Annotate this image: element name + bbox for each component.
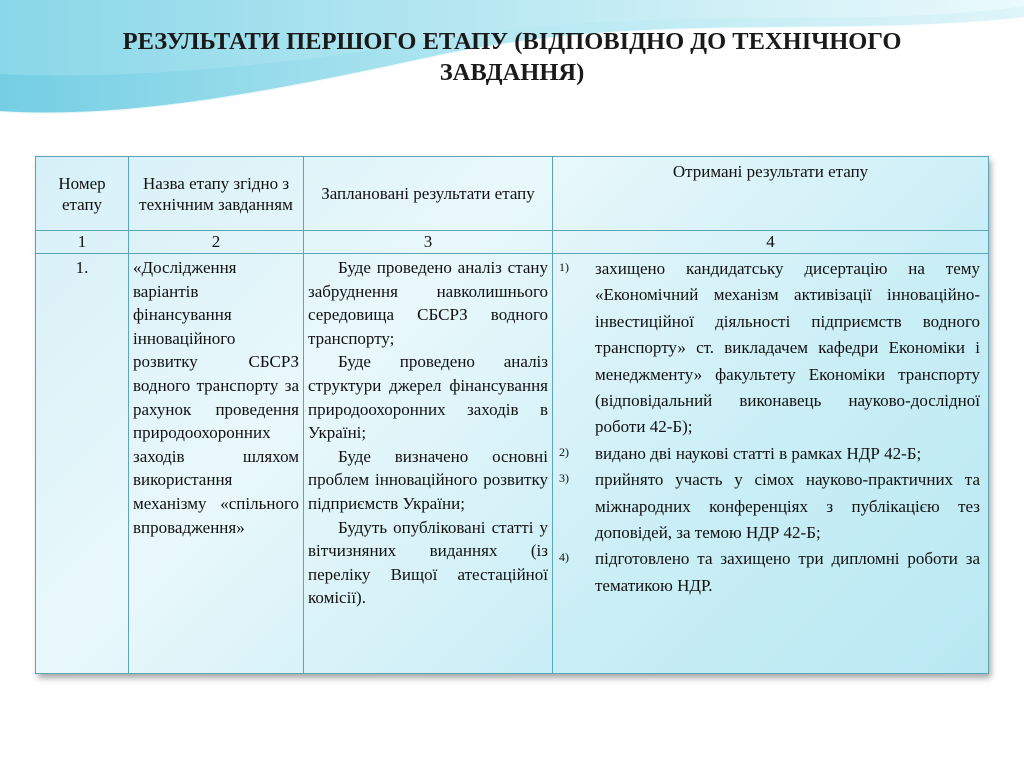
list-item-text: видано дві наукові статті в рамках НДР 42-Б; [595,443,922,463]
header-stage-number: Номер етапу [36,157,129,231]
list-item-text: підготовлено та захищено три дипломні роботи за тематикою НДР. [595,549,980,595]
results-table [35,156,989,674]
header-planned-results: Заплановані результати етапу [304,157,553,231]
obtained-results-list [553,254,988,599]
list-item-number: 1) [559,260,569,274]
column-number: 1 [36,231,129,254]
list-item-text: захищено кандидатську дисертацію на тему «Економічний механізм активізації інноваційно-інвестиційної діяльності підприємств водного транспорту» ст. викладачем кафедри Економіки і менеджменту» факультету Економіки транспорту (відповідальний виконавець науково-дослідної роботи 42-Б); [595,259,980,437]
table-header-row [36,157,989,231]
list-item [559,467,980,546]
slide-title: РЕЗУЛЬТАТИ ПЕРШОГО ЕТАПУ (ВІДПОВІДНО ДО ТЕХНІЧНОГО ЗАВДАННЯ) [122,28,902,86]
obtained-results [553,254,989,674]
stage-number: 1. [36,254,129,674]
column-number: 3 [304,231,553,254]
list-item-number: 2) [559,444,569,459]
list-item-number: 3) [559,471,569,486]
table-row [36,254,989,674]
column-number-row [36,231,989,254]
list-item [559,441,980,467]
column-number: 4 [553,231,989,254]
planned-result-item: Буде визначено основні проблем інноваційного розвитку підприємств України; [308,446,548,513]
planned-result-item: Буде проведено аналіз структури джерел фінансування природоохоронних заходів в Україні; [308,352,548,443]
stage-name-text: «Дослідження варіантів фінансування інноваційного розвитку СБСРЗ водного транспорту за рахунок проведення природоохоронних заходів шляхом використання механізму «спільного впровадження» [133,258,299,537]
list-item-number: 4) [559,550,569,565]
list-item [559,256,980,441]
stage-name [129,254,304,674]
list-item-text: прийнято участь у сімох науково-практичних та міжнародних конференціях з публікацією тез доповідей, за темою НДР 42-Б; [595,470,980,543]
header-obtained-results: Отримані результати етапу [553,157,989,231]
planned-result-item: Будуть опубліковані статті у вітчизняних виданнях (із переліку Вищої атестаційної комісії). [308,517,548,608]
column-number: 2 [129,231,304,254]
header-stage-name: Назва етапу згідно з технічним завданням [129,157,304,231]
planned-result-item: Буде проведено аналіз стану забруднення навколишнього середовища СБСРЗ водного транспорту; [308,258,548,348]
results-table-container [35,156,988,674]
planned-results [304,254,553,674]
list-item [559,546,980,599]
